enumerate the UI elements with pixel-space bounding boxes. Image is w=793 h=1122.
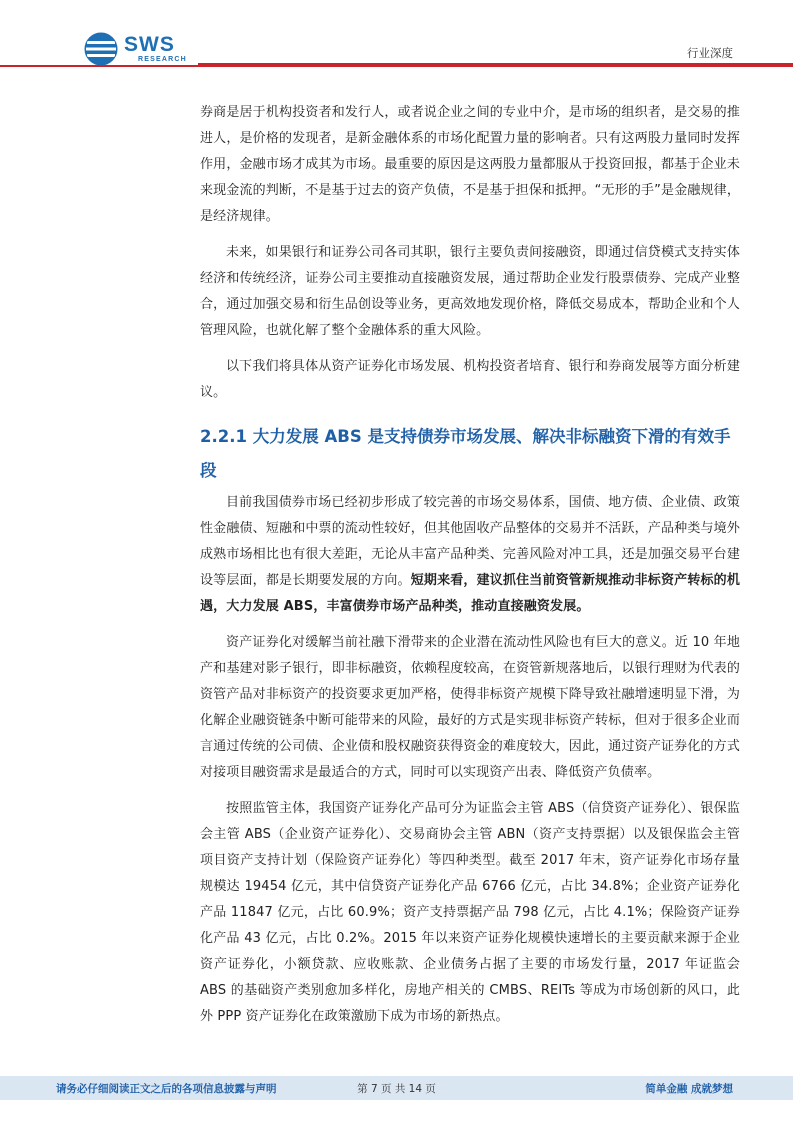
page-footer (0, 1076, 793, 1100)
footer-disclaimer: 请务必仔细阅读正文之后的各项信息披露与声明 (56, 1083, 277, 1095)
sws-logo-icon (84, 32, 118, 66)
paragraph-2: 未来，如果银行和证券公司各司其职，银行主要负责间接融资，即通过信贷模式支持实体经济和传统经济，证券公司主要推动直接融资发展，通过帮助企业发行股票债券、完成产业整合，通过加强交易和衍生品创设等业务，更高效地发现价格，降低交易成本，帮助企业和个人管理风险，也就化解了整个金融体系的重大风险。 (200, 245, 740, 338)
paragraph-4-text: 目前我国债券市场已经初步形成了较完善的市场交易体系，国债、地方债、企业债、政策性金融债、短融和中票的流动性较好，但其他固收产品整体的交易并不活跃，产品种类与境外成熟市场相比也有很大差距，无论从丰富产品种类、完善风险对冲工具，还是加强交易平台建设等层面，都是长期要发展的方向。 (200, 495, 740, 588)
report-body (200, 100, 740, 1030)
paragraph-5: 资产证券化对缓解当前社融下滑带来的企业潜在流动性风险也有巨大的意义。近 10 年地产和基建对影子银行，即非标融资，依赖程度较高，在资管新规落地后，以银行理财为代表的资管产品对非标资产的投资要求更加严格，使得非标资产规模下降导致社融增速明显下滑，为化解企业融资链条中断可能带来的风险，最好的方式是实现非标资产转标，但对于很多企业而言通过传统的公司债、企业债和股权融资获得资金的难度较大，因此，通过资产证券化的方式对接项目融资需求是最适合的方式，同时可以实现资产出表、降低资产负债率。 (200, 635, 740, 780)
logo-text: SWS (124, 33, 175, 56)
paragraph-3: 以下我们将具体从资产证券化市场发展、机构投资者培育、银行和券商发展等方面分析建议。 (200, 359, 740, 400)
paragraph-1: 券商是居于机构投资者和发行人，或者说企业之间的专业中介，是市场的组织者，是交易的推进人，是价格的发现者，是新金融体系的市场化配置力量的影响者。只有这两股力量同时发挥作用，金融市场才成其为市场。最重要的原因是这两股力量都服从于投资回报，都基于企业未来现金流的判断，不是基于过去的资产负债，不是基于担保和抵押。“无形的手”是金融规律，是经济规律。 (200, 105, 740, 224)
footer-slogan: 简单金融 成就梦想 (645, 1083, 733, 1095)
paragraph-6: 按照监管主体，我国资产证券化产品可分为证监会主管 ABS（信贷资产证券化）、银保监会主管 ABS（企业资产证券化）、交易商协会主管 ABN（资产支持票据）以及银保监会主管项目资产支持计划（保险资产证券化）等四种类型。截至 2017 年末，资产证券化市场存量规模达 19454 亿元，其中信贷资产证券化产品 6766 亿元，占比 34.8%；企业资产证券化产品 11847 亿元，占比 60.9%；资产支持票据产品 798 亿元，占比 4.1%；保险资产证券化产品 43 亿元，占比 0.2%。2015 年以来资产证券化规模快速增长的主要贡献来源于企业资产证券化，小额贷款、应收账款、企业债务占据了主要的市场发行量，2017 年证监会 ABS 的基础资产类别愈加多样化，房地产相关的 CMBS、REITs 等成为市场创新的风口，此外 PPP 资产证券化在政策激励下成为市场的新热点。 (200, 801, 740, 1024)
report-type-label: 行业深度 (687, 46, 733, 60)
logo-subtext: RESEARCH (138, 56, 187, 63)
section-heading: 2.2.1 大力发展 ABS 是支持债券市场发展、解决非标融资下滑的有效手段 (200, 427, 731, 480)
header-divider (0, 63, 793, 67)
page-number: 第 7 页 共 14 页 (357, 1083, 436, 1095)
paragraph-4-emphasis: 短期来看，建议抓住当前资管新规推动非标资产转标的机遇，大力发展 ABS，丰富债券市场产品种类，推动直接融资发展。 (200, 573, 740, 614)
paragraph-4 (200, 490, 740, 620)
company-logo (84, 32, 187, 66)
